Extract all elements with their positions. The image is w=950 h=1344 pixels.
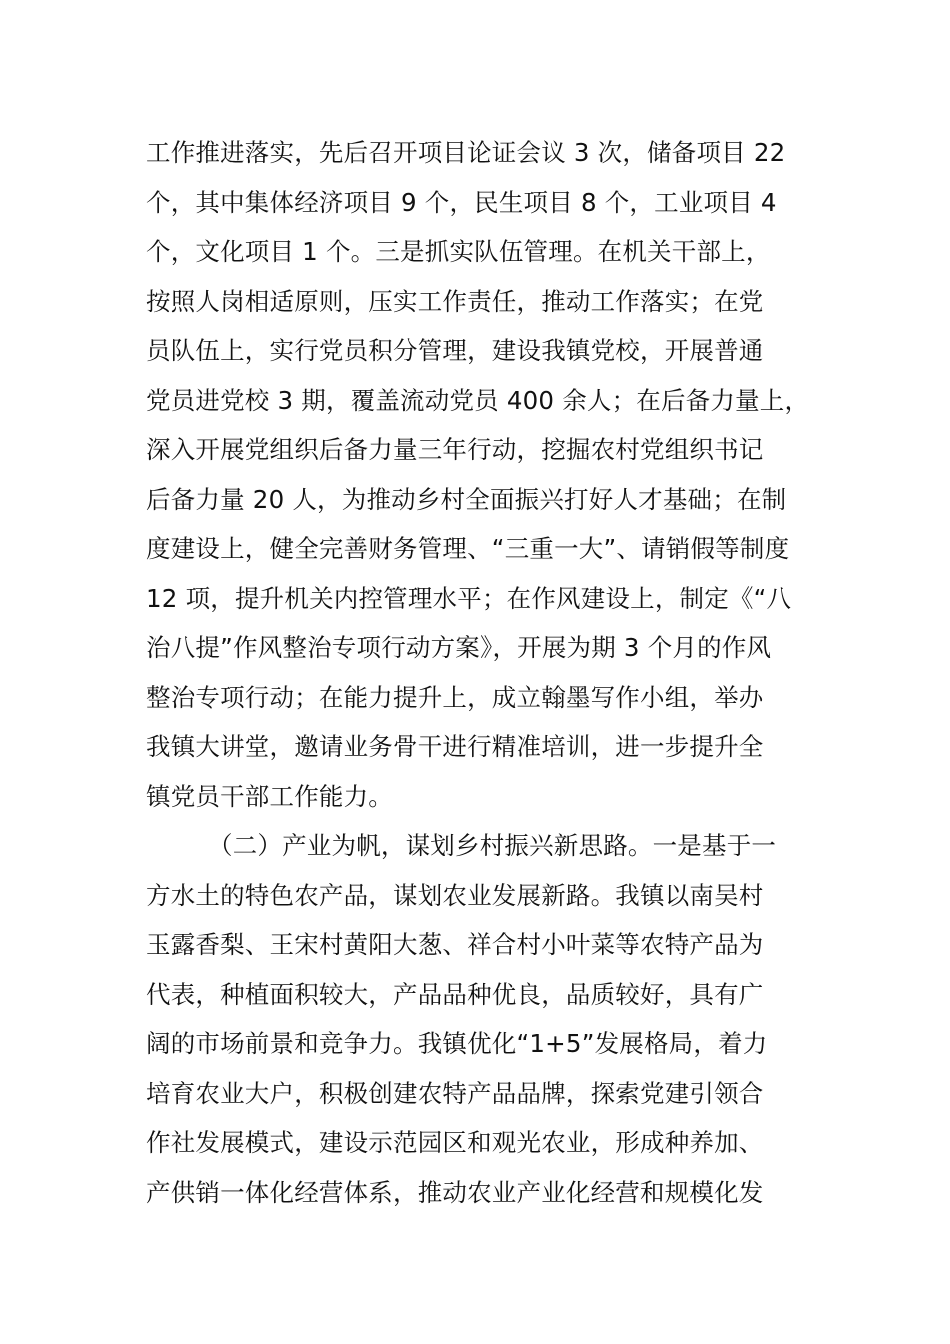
text-line: 员队伍上，实行党员积分管理，建设我镇党校，开展普通	[146, 336, 764, 365]
text-line: 代表，种植面积较大，产品品种优良，品质较好，具有广	[146, 979, 764, 1009]
text-line: 整治专项行动；在能力提升上，成立翰墨写作小组，举办	[146, 682, 764, 712]
text-line: 按照人岗相适原则，压实工作责任，推动工作落实；在党	[146, 286, 764, 316]
text-line: 作社发展模式，建设示范园区和观光农业，形成种养加、	[146, 1128, 764, 1157]
text-line: 阔的市场前景和竞争力。我镇优化“1+5”发展格局，着力	[146, 1029, 768, 1058]
text-line: 个，其中集体经济项目 9 个，民生项目 8 个，工业项目 4	[146, 187, 777, 217]
text-line: 方水土的特色农产品，谋划农业发展新路。我镇以南吴村	[146, 880, 764, 910]
text-line: 产供销一体化经营体系，推动农业产业化经营和规模化发	[146, 1177, 764, 1207]
paragraph-1	[146, 128, 826, 821]
text-line: 度建设上，健全完善财务管理、“三重一大”、请销假等制度	[146, 534, 790, 563]
text-line: 党员进党校 3 期，覆盖流动党员 400 余人；在后备力量上，	[146, 385, 810, 415]
text-line: 治八提”作风整治专项行动方案》，开展为期 3 个月的作风	[146, 633, 772, 662]
text-line: （二）产业为帆，谋划乡村振兴新思路。一是基于一	[208, 831, 777, 860]
text-line: 深入开展党组织后备力量三年行动，挖掘农村党组织书记	[146, 435, 764, 464]
text-line: 后备力量 20 人，为推动乡村全面振兴打好人才基础；在制	[146, 484, 787, 514]
paragraph-2	[146, 821, 826, 1217]
text-line: 12 项，提升机关内控管理水平；在作风建设上，制定《“八	[146, 583, 792, 613]
text-line: 玉露香梨、王宋村黄阳大葱、祥合村小叶菜等农特产品为	[146, 930, 764, 959]
text-line: 培育农业大户，积极创建农特产品品牌，探索党建引领合	[146, 1078, 764, 1108]
body-text	[146, 128, 826, 1217]
text-line: 镇党员干部工作能力。	[146, 781, 393, 811]
text-line: 个，文化项目 1 个。三是抓实队伍管理。在机关干部上，	[146, 237, 771, 266]
text-line: 工作推进落实，先后召开项目论证会议 3 次，储备项目 22	[146, 138, 786, 167]
text-line: 我镇大讲堂，邀请业务骨干进行精准培训，进一步提升全	[146, 732, 764, 761]
